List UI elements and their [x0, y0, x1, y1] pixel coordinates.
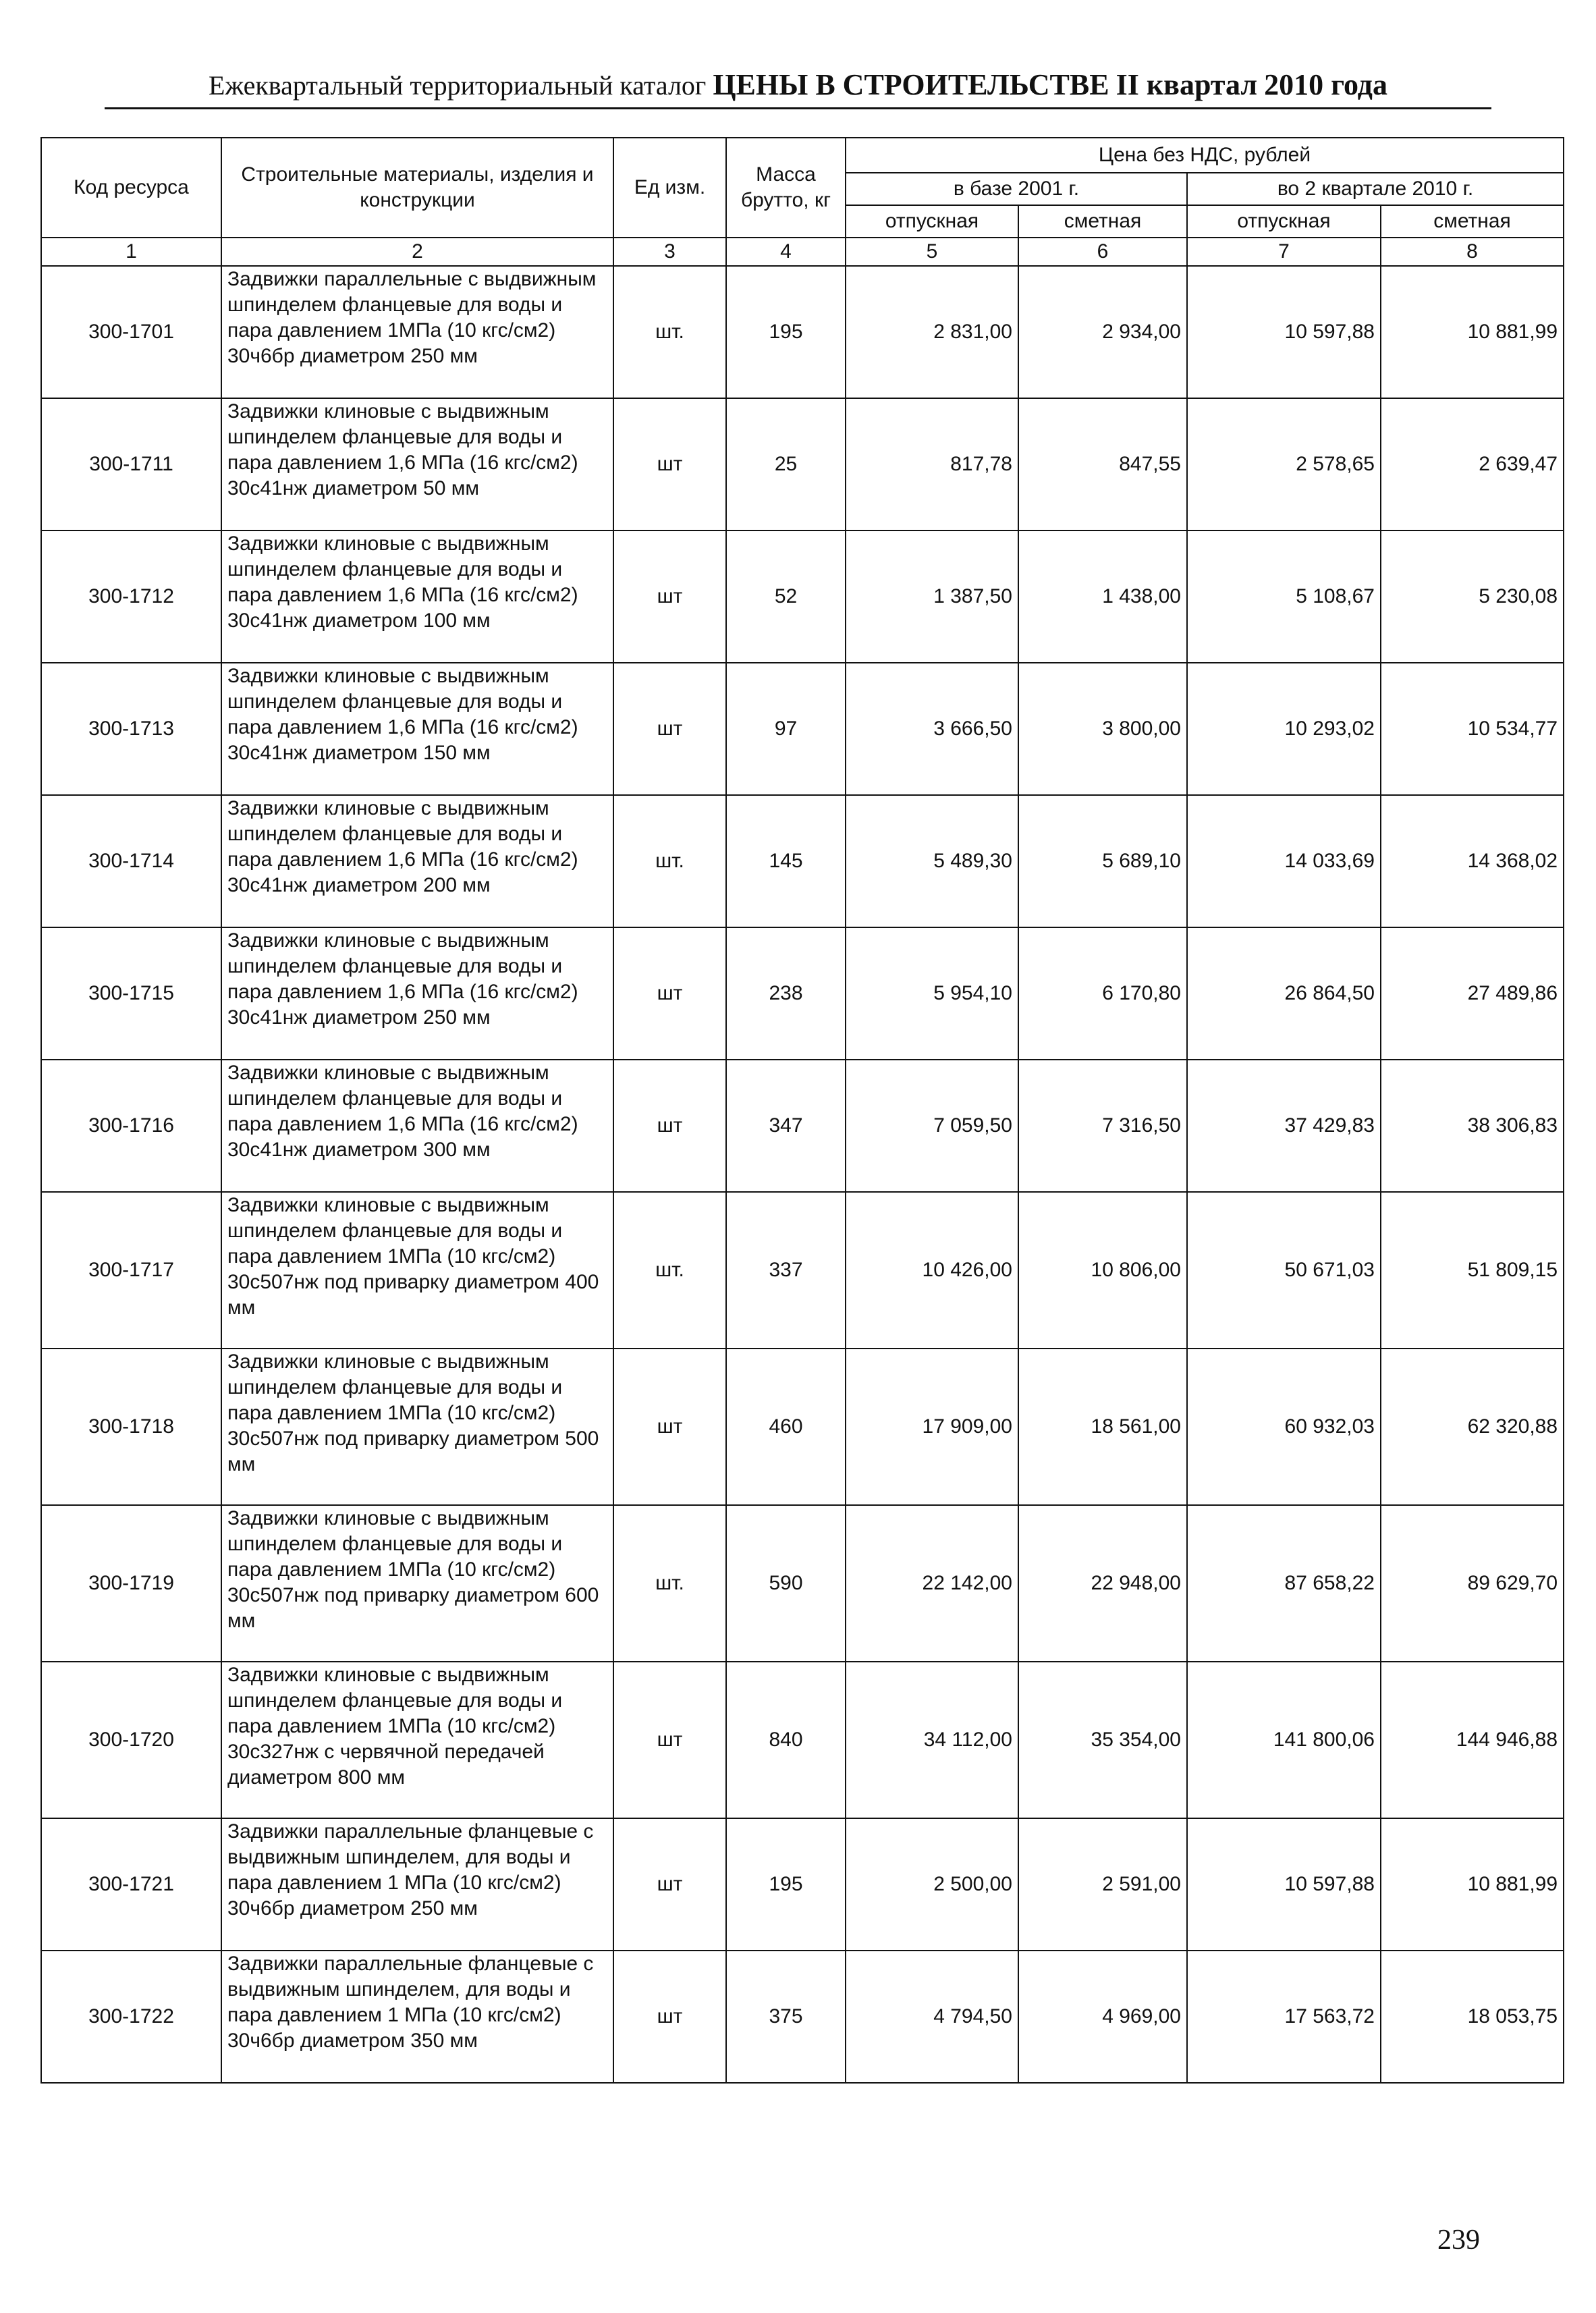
unit: шт [613, 1662, 726, 1818]
header-quarter: II квартал [1116, 68, 1258, 101]
price-release-2001: 10 426,00 [846, 1192, 1018, 1349]
table-row [41, 1818, 1564, 1951]
gross-mass: 238 [726, 927, 846, 1060]
resource-code: 300-1718 [41, 1349, 221, 1505]
table-row [41, 1192, 1564, 1349]
material-name: Задвижки клиновые с выдвижным шпинделем фланцевые для воды и пара давлением 1,6 МПа (16 кгс/см2) 30с41нж диаметром 300 мм [221, 1060, 613, 1192]
table-row [41, 927, 1564, 1060]
material-name: Задвижки клиновые с выдвижным шпинделем фланцевые для воды и пара давлением 1,6 МПа (16 кгс/см2) 30с41нж диаметром 200 мм [221, 795, 613, 927]
table-row [41, 266, 1564, 398]
price-estimate-2010: 18 053,75 [1381, 1951, 1564, 2083]
gross-mass: 52 [726, 530, 846, 663]
material-name: Задвижки параллельные фланцевые с выдвижным шпинделем, для воды и пара давлением 1 МПа (10 кгс/см2) 30ч6бр диаметром 250 мм [221, 1818, 613, 1951]
gross-mass: 25 [726, 398, 846, 530]
gross-mass: 195 [726, 266, 846, 398]
header-price-group: Цена без НДС, рублей [846, 138, 1564, 173]
material-name: Задвижки клиновые с выдвижным шпинделем фланцевые для воды и пара давлением 1МПа (10 кгс/см2) 30с327нж с червячной передачей диаметром 800 мм [221, 1662, 613, 1818]
resource-code: 300-1721 [41, 1818, 221, 1951]
price-estimate-2010: 10 881,99 [1381, 1818, 1564, 1951]
header-unit: Ед изм. [613, 138, 726, 238]
price-estimate-2001: 3 800,00 [1018, 663, 1187, 795]
resource-code: 300-1720 [41, 1662, 221, 1818]
unit: шт [613, 1818, 726, 1951]
unit: шт. [613, 266, 726, 398]
price-estimate-2001: 6 170,80 [1018, 927, 1187, 1060]
unit: шт [613, 530, 726, 663]
table-row [41, 1505, 1564, 1662]
gross-mass: 375 [726, 1951, 846, 2083]
material-name: Задвижки параллельные с выдвижным шпинделем фланцевые для воды и пара давлением 1МПа (10 кгс/см2) 30ч6бр диаметром 250 мм [221, 266, 613, 398]
gross-mass: 337 [726, 1192, 846, 1349]
resource-code: 300-1701 [41, 266, 221, 398]
material-name: Задвижки клиновые с выдвижным шпинделем фланцевые для воды и пара давлением 1МПа (10 кгс/см2) 30с507нж под приварку диаметром 400 мм [221, 1192, 613, 1349]
column-number: 8 [1381, 238, 1564, 266]
price-release-2001: 4 794,50 [846, 1951, 1018, 2083]
price-release-2010: 37 429,83 [1187, 1060, 1381, 1192]
price-release-2010: 10 597,88 [1187, 266, 1381, 398]
price-estimate-2010: 27 489,86 [1381, 927, 1564, 1060]
price-estimate-2010: 5 230,08 [1381, 530, 1564, 663]
price-release-2010: 14 033,69 [1187, 795, 1381, 927]
price-estimate-2010: 2 639,47 [1381, 398, 1564, 530]
price-estimate-2001: 22 948,00 [1018, 1505, 1187, 1662]
price-release-2010: 10 597,88 [1187, 1818, 1381, 1951]
price-release-2001: 3 666,50 [846, 663, 1018, 795]
column-number: 5 [846, 238, 1018, 266]
table-row [41, 1349, 1564, 1505]
header-mass: Масса брутто, кг [726, 138, 846, 238]
header-sub-release-2001: отпускная [846, 205, 1018, 238]
unit: шт [613, 663, 726, 795]
table-row [41, 1060, 1564, 1192]
header-year: 2010 года [1264, 68, 1387, 101]
column-number: 7 [1187, 238, 1381, 266]
price-release-2001: 2 831,00 [846, 266, 1018, 398]
price-table [40, 137, 1564, 2084]
unit: шт [613, 927, 726, 1060]
unit: шт. [613, 1505, 726, 1662]
resource-code: 300-1715 [41, 927, 221, 1060]
gross-mass: 840 [726, 1662, 846, 1818]
resource-code: 300-1714 [41, 795, 221, 927]
header-prefix: Ежеквартальный территориальный каталог [209, 70, 707, 101]
price-release-2010: 17 563,72 [1187, 1951, 1381, 2083]
price-release-2010: 141 800,06 [1187, 1662, 1381, 1818]
price-estimate-2001: 2 591,00 [1018, 1818, 1187, 1951]
price-estimate-2001: 2 934,00 [1018, 266, 1187, 398]
price-estimate-2001: 18 561,00 [1018, 1349, 1187, 1505]
resource-code: 300-1713 [41, 663, 221, 795]
price-estimate-2001: 7 316,50 [1018, 1060, 1187, 1192]
unit: шт [613, 398, 726, 530]
material-name: Задвижки клиновые с выдвижным шпинделем фланцевые для воды и пара давлением 1,6 МПа (16 кгс/см2) 30с41нж диаметром 250 мм [221, 927, 613, 1060]
price-release-2010: 2 578,65 [1187, 398, 1381, 530]
unit: шт [613, 1349, 726, 1505]
price-release-2010: 50 671,03 [1187, 1192, 1381, 1349]
unit: шт. [613, 795, 726, 927]
gross-mass: 97 [726, 663, 846, 795]
resource-code: 300-1716 [41, 1060, 221, 1192]
material-name: Задвижки клиновые с выдвижным шпинделем фланцевые для воды и пара давлением 1МПа (10 кгс/см2) 30с507нж под приварку диаметром 600 мм [221, 1505, 613, 1662]
material-name: Задвижки параллельные фланцевые с выдвижным шпинделем, для воды и пара давлением 1 МПа (10 кгс/см2) 30ч6бр диаметром 350 мм [221, 1951, 613, 2083]
table-row [41, 530, 1564, 663]
price-release-2001: 22 142,00 [846, 1505, 1018, 1662]
price-release-2001: 34 112,00 [846, 1662, 1018, 1818]
price-estimate-2001: 10 806,00 [1018, 1192, 1187, 1349]
resource-code: 300-1712 [41, 530, 221, 663]
header-name: Строительные материалы, изделия и конструкции [221, 138, 613, 238]
price-release-2001: 5 954,10 [846, 927, 1018, 1060]
unit: шт [613, 1951, 726, 2083]
resource-code: 300-1717 [41, 1192, 221, 1349]
column-number: 2 [221, 238, 613, 266]
gross-mass: 460 [726, 1349, 846, 1505]
price-release-2001: 7 059,50 [846, 1060, 1018, 1192]
price-estimate-2010: 38 306,83 [1381, 1060, 1564, 1192]
price-release-2001: 2 500,00 [846, 1818, 1018, 1951]
table-row [41, 663, 1564, 795]
header-code: Код ресурса [41, 138, 221, 238]
unit: шт [613, 1060, 726, 1192]
price-estimate-2001: 847,55 [1018, 398, 1187, 530]
price-estimate-2010: 51 809,15 [1381, 1192, 1564, 1349]
resource-code: 300-1711 [41, 398, 221, 530]
price-estimate-2001: 5 689,10 [1018, 795, 1187, 927]
price-release-2010: 5 108,67 [1187, 530, 1381, 663]
price-estimate-2001: 1 438,00 [1018, 530, 1187, 663]
price-release-2001: 17 909,00 [846, 1349, 1018, 1505]
price-release-2001: 5 489,30 [846, 795, 1018, 927]
table-row [41, 1662, 1564, 1818]
page-number: 239 [1437, 2225, 1480, 2256]
column-number: 1 [41, 238, 221, 266]
page-header [105, 67, 1491, 109]
price-release-2010: 60 932,03 [1187, 1349, 1381, 1505]
header-sub-estimate-2010: сметная [1381, 205, 1564, 238]
price-release-2010: 10 293,02 [1187, 663, 1381, 795]
column-number: 4 [726, 238, 846, 266]
material-name: Задвижки клиновые с выдвижным шпинделем фланцевые для воды и пара давлением 1,6 МПа (16 кгс/см2) 30с41нж диаметром 150 мм [221, 663, 613, 795]
price-estimate-2010: 62 320,88 [1381, 1349, 1564, 1505]
price-release-2001: 817,78 [846, 398, 1018, 530]
column-number-row [41, 238, 1564, 266]
material-name: Задвижки клиновые с выдвижным шпинделем фланцевые для воды и пара давлением 1,6 МПа (16 кгс/см2) 30с41нж диаметром 50 мм [221, 398, 613, 530]
table-row [41, 1951, 1564, 2083]
header-sub-estimate-2001: сметная [1018, 205, 1187, 238]
gross-mass: 145 [726, 795, 846, 927]
gross-mass: 195 [726, 1818, 846, 1951]
price-estimate-2010: 10 534,77 [1381, 663, 1564, 795]
price-release-2001: 1 387,50 [846, 530, 1018, 663]
price-estimate-2010: 14 368,02 [1381, 795, 1564, 927]
price-estimate-2010: 144 946,88 [1381, 1662, 1564, 1818]
gross-mass: 590 [726, 1505, 846, 1662]
price-estimate-2010: 89 629,70 [1381, 1505, 1564, 1662]
price-release-2010: 26 864,50 [1187, 927, 1381, 1060]
price-estimate-2001: 4 969,00 [1018, 1951, 1187, 2083]
price-release-2010: 87 658,22 [1187, 1505, 1381, 1662]
header-title: ЦЕНЫ В СТРОИТЕЛЬСТВЕ [713, 68, 1109, 101]
header-sub-release-2010: отпускная [1187, 205, 1381, 238]
resource-code: 300-1719 [41, 1505, 221, 1662]
table-row [41, 795, 1564, 927]
resource-code: 300-1722 [41, 1951, 221, 2083]
gross-mass: 347 [726, 1060, 846, 1192]
header-base-2001: в базе 2001 г. [846, 173, 1187, 205]
price-estimate-2010: 10 881,99 [1381, 266, 1564, 398]
price-estimate-2001: 35 354,00 [1018, 1662, 1187, 1818]
table-row [41, 398, 1564, 530]
column-number: 3 [613, 238, 726, 266]
header-q2-2010: во 2 квартале 2010 г. [1187, 173, 1564, 205]
material-name: Задвижки клиновые с выдвижным шпинделем фланцевые для воды и пара давлением 1,6 МПа (16 кгс/см2) 30с41нж диаметром 100 мм [221, 530, 613, 663]
unit: шт. [613, 1192, 726, 1349]
material-name: Задвижки клиновые с выдвижным шпинделем фланцевые для воды и пара давлением 1МПа (10 кгс/см2) 30с507нж под приварку диаметром 500 мм [221, 1349, 613, 1505]
column-number: 6 [1018, 238, 1187, 266]
